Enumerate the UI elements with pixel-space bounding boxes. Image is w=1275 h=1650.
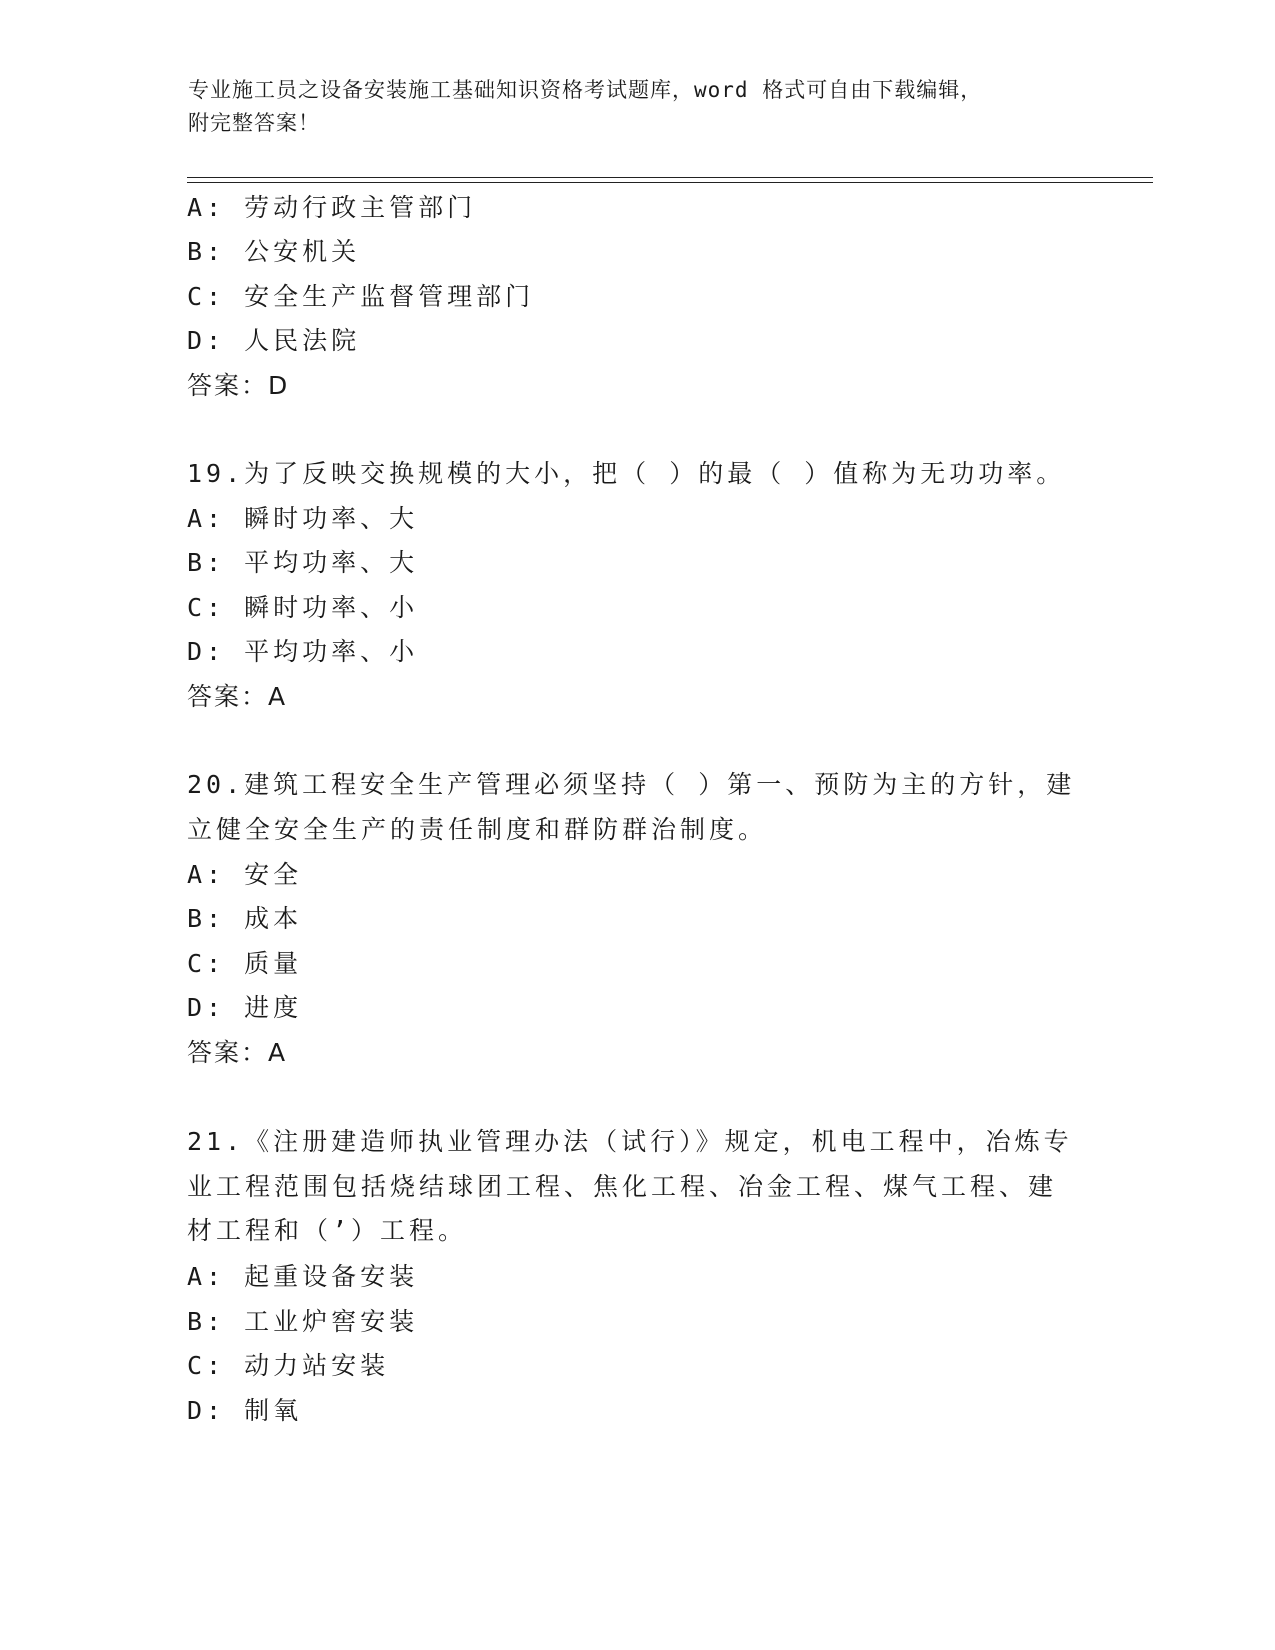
q20-question-line-2: 立健全安全生产的责任制度和群防群治制度。 bbox=[187, 815, 768, 844]
header-line-2: 附完整答案！ bbox=[188, 111, 320, 135]
header-divider-top bbox=[187, 177, 1153, 178]
q20-option-c: C: 质量 bbox=[187, 949, 303, 978]
q19-answer: 答案：A bbox=[187, 682, 288, 711]
q18-option-b: B: 公安机关 bbox=[187, 237, 361, 266]
q19-question: 19.为了反映交换规模的大小，把（ ）的最（ ）值称为无功功率。 bbox=[187, 459, 1066, 488]
q21-option-b: B: 工业炉窖安装 bbox=[187, 1307, 419, 1336]
q21-question-line-1: 21.《注册建造师执业管理办法（试行）》规定，机电工程中，冶炼专 bbox=[187, 1127, 1073, 1156]
q21-option-c: C: 动力站安装 bbox=[187, 1351, 390, 1380]
q19-option-c: C: 瞬时功率、小 bbox=[187, 593, 419, 622]
q20-option-b: B: 成本 bbox=[187, 904, 303, 933]
q21-option-d: D: 制氧 bbox=[187, 1396, 303, 1425]
q20-option-d: D: 进度 bbox=[187, 993, 303, 1022]
q20-option-a: A: 安全 bbox=[187, 860, 303, 889]
header-divider-bottom bbox=[187, 182, 1153, 183]
q21-option-a: A: 起重设备安装 bbox=[187, 1262, 419, 1291]
header-line-1: 专业施工员之设备安装施工基础知识资格考试题库，word 格式可自由下载编辑， bbox=[188, 78, 983, 102]
q19-option-b: B: 平均功率、大 bbox=[187, 548, 419, 577]
document-header bbox=[188, 74, 1068, 140]
q20-question-line-1: 20.建筑工程安全生产管理必须坚持（ ）第一、预防为主的方针，建 bbox=[187, 770, 1076, 799]
q19-option-a: A: 瞬时功率、大 bbox=[187, 504, 419, 533]
q18-option-d: D: 人民法院 bbox=[187, 326, 361, 355]
q19-option-d: D: 平均功率、小 bbox=[187, 637, 419, 666]
q21-question-line-3: 材工程和（’）工程。 bbox=[187, 1216, 468, 1245]
q18-option-c: C: 安全生产监督管理部门 bbox=[187, 282, 535, 311]
q18-answer: 答案：D bbox=[187, 371, 290, 400]
q18-option-a: A: 劳动行政主管部门 bbox=[187, 193, 477, 222]
q20-answer: 答案：A bbox=[187, 1038, 288, 1067]
q21-question-line-2: 业工程范围包括烧结球团工程、焦化工程、冶金工程、煤气工程、建 bbox=[187, 1172, 1058, 1201]
